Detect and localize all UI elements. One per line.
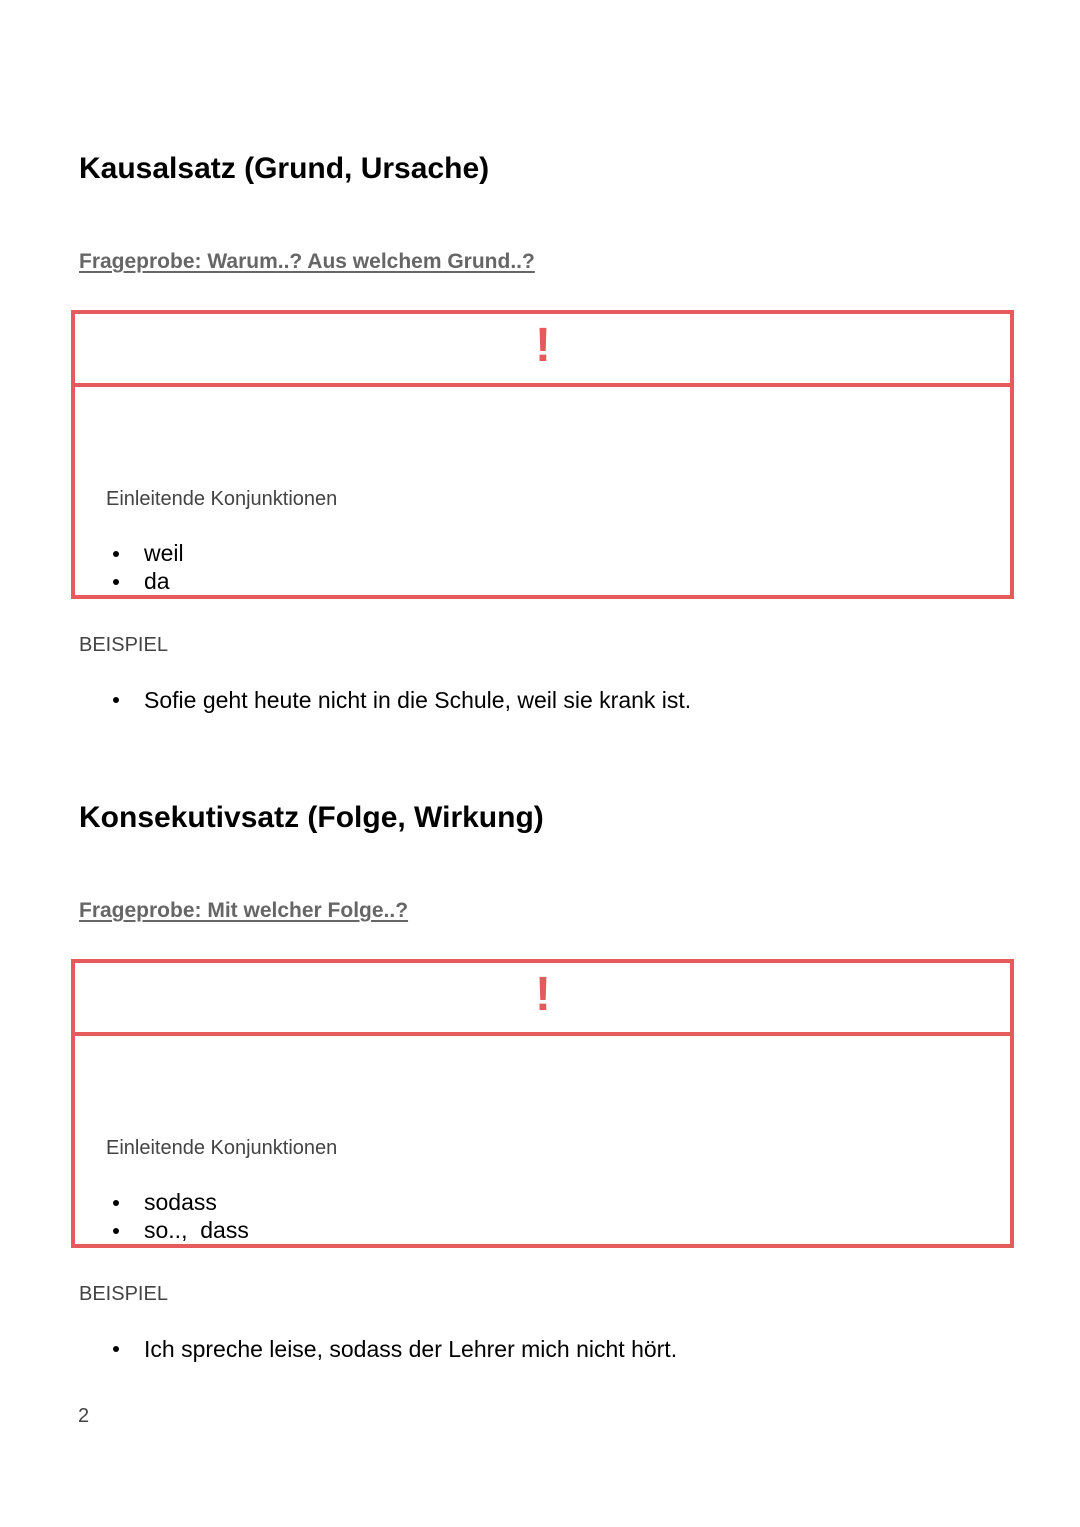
conjunctions-label: Einleitende Konjunktionen: [106, 1137, 338, 1159]
conjunctions-label: Einleitende Konjunktionen: [106, 488, 338, 510]
example-list-kausalsatz: [106, 685, 691, 715]
frageprobe-konsekutivsatz: Frageprobe: Mit welcher Folge..?: [79, 899, 409, 922]
example-list-konsekutivsatz: [106, 1334, 677, 1364]
page-number: 2: [78, 1405, 90, 1427]
list-item: so.., dass: [106, 1216, 249, 1244]
frageprobe-kausalsatz: Frageprobe: Warum..? Aus welchem Grund..?: [79, 250, 535, 273]
conjunction-box-kausalsatz: [71, 310, 1014, 599]
list-item: da: [106, 567, 184, 595]
list-item: weil: [106, 539, 184, 567]
section-heading-konsekutivsatz: Konsekutivsatz (Folge, Wirkung): [79, 801, 544, 834]
exclamation-icon: !: [535, 319, 551, 372]
conjunction-list: [106, 1188, 249, 1244]
box-header: [75, 963, 1010, 1036]
example-label-konsekutivsatz: BEISPIEL: [79, 1283, 168, 1305]
section-heading-kausalsatz: Kausalsatz (Grund, Ursache): [79, 152, 490, 185]
box-header: [75, 314, 1010, 387]
conjunction-box-konsekutivsatz: [71, 959, 1014, 1248]
example-sentence: Sofie geht heute nicht in die Schule, weil sie krank ist.: [106, 685, 691, 715]
exclamation-icon: !: [535, 968, 551, 1021]
list-item: sodass: [106, 1188, 249, 1216]
conjunction-list: [106, 539, 184, 595]
example-sentence: Ich spreche leise, sodass der Lehrer mich nicht hört.: [106, 1334, 677, 1364]
example-label-kausalsatz: BEISPIEL: [79, 634, 168, 656]
